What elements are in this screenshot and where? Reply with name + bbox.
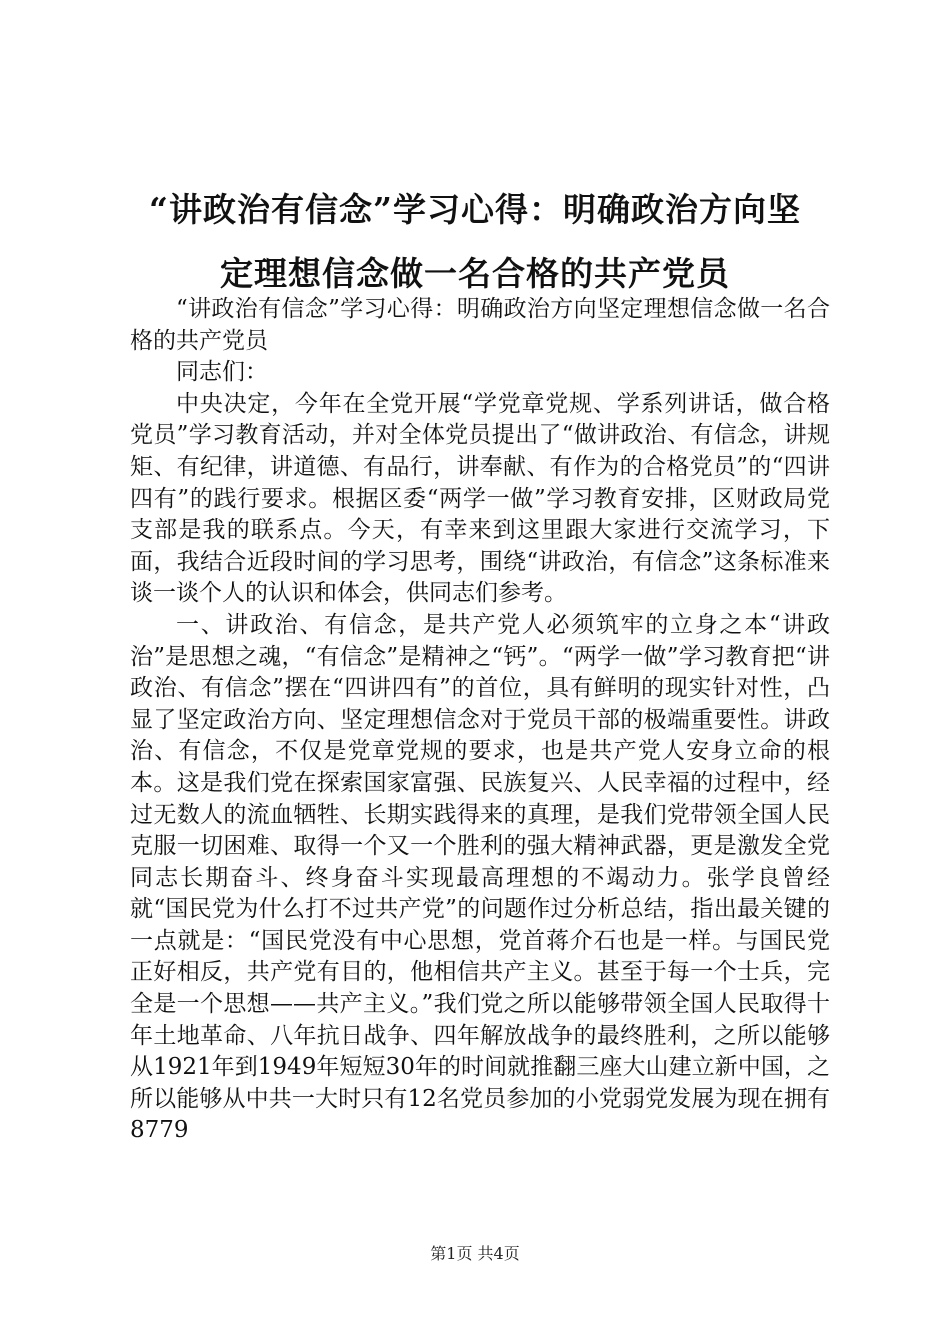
title-line-1: “讲政治有信念”学习心得：明确政治方向坚 <box>149 190 801 229</box>
document-body <box>130 294 830 1147</box>
document-title <box>100 178 850 306</box>
title-line-2: 定理想信念做一名合格的共产党员 <box>220 254 730 293</box>
page-footer: 第1页 共4页 <box>430 1244 520 1263</box>
paragraph-salutation: 同志们： <box>176 359 268 386</box>
paragraph-intro: 中央决定，今年在全党开展“学党章党规、学系列讲话，做合格党员”学习教育活动，并对全体党员提出了“做讲政治、有信念，讲规矩、有纪律，讲道德、有品行，讲奉献、有作为的合格党员”的“四讲四有”的践行要求。根据区委“两学一做”学习教育安排，区财政局党支部是我的联系点。今天，有幸来到这里跟大家进行交流学习，下面，我结合近段时间的学习思考，围绕“讲政治，有信念”这条标准来谈一谈个人的认识和体会，供同志们参考。 <box>130 390 830 607</box>
paragraph-subtitle: “讲政治有信念”学习心得：明确政治方向坚定理想信念做一名合格的共产党员 <box>130 296 830 354</box>
paragraph-section-one: 一、讲政治、有信念，是共产党人必须筑牢的立身之本“讲政治”是思想之魂，“有信念”是精神之“钙”。“两学一做”学习教育把“讲政治、有信念”摆在“四讲四有”的首位，具有鲜明的现实针对性，凸显了坚定政治方向、坚定理想信念对于党员干部的极端重要性。讲政治、有信念，不仅是党章党规的要求，也是共产党人安身立命的根本。这是我们党在探索国家富强、民族复兴、人民幸福的过程中，经过无数人的流血牺牲、长期实践得来的真理，是我们党带领全国人民克服一切困难、取得一个又一个胜利的强大精神武器，更是激发全党同志长期奋斗、终身奋斗实现最高理想的不竭动力。张学良曾经就“国民党为什么打不过共产党”的问题作过分析总结，指出最关键的一点就是：“国民党没有中心思想，党首蒋介石也是一样。与国民党正好相反，共产党有目的，他相信共产主义。甚至于每一个士兵，完全是一个思想——共产主义。”我们党之所以能够带领全国人民取得十年土地革命、八年抗日战争、四年解放战争的最终胜利，之所以能够从1921年到1949年短短30年的时间就推翻三座大山建立新中国，之所以能够从中共一大时只有12名党员参加的小党弱党发展为现在拥有8779 <box>130 611 830 1144</box>
